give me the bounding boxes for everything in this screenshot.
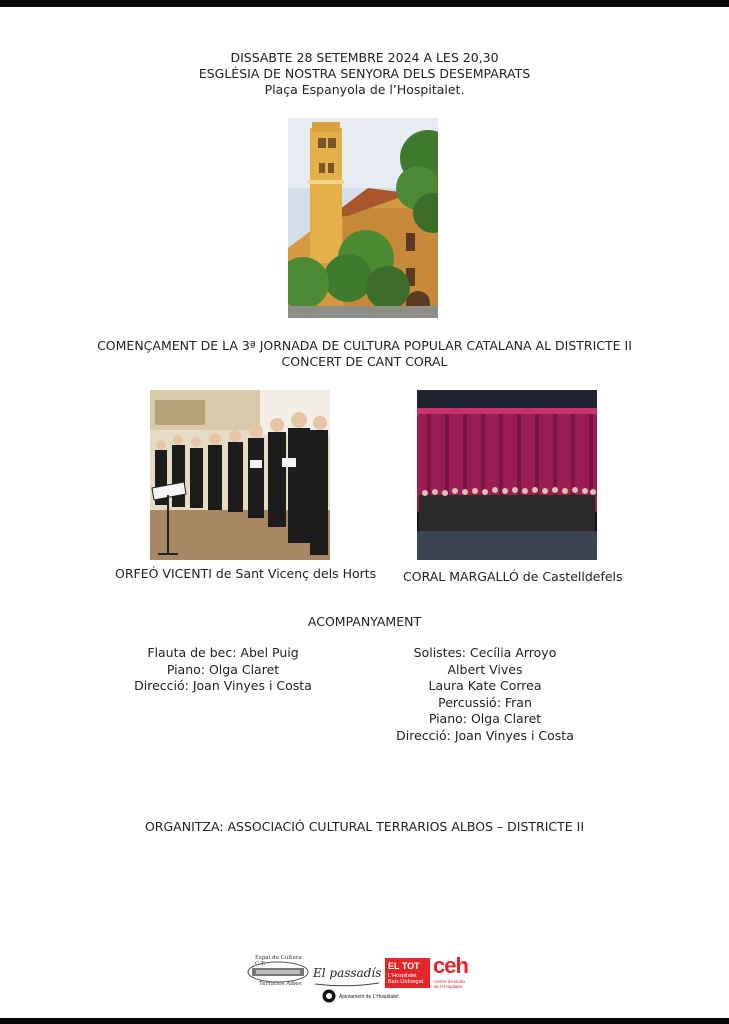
- concert-title: CONCERT DE CANT CORAL: [281, 354, 448, 369]
- right-credit: Piano: Olga Claret: [428, 711, 542, 726]
- orfeo-vicenti-caption: ORFEÓ VICENTI de Sant Vicenç dels Horts: [115, 566, 377, 581]
- espai-cultura-logo: Espai de Cultura C.T. Terrarios Albos: [246, 955, 310, 989]
- event-place: Plaça Espanyola de l’Hospitalet.: [264, 82, 465, 97]
- jornada-title: COMENÇAMENT DE LA 3ª JORNADA DE CULTURA POPULAR CATALANA AL DISTRICTE II: [97, 338, 632, 353]
- top-border: [0, 0, 729, 7]
- left-credit: Piano: Olga Claret: [166, 661, 280, 677]
- right-credit: Albert Vives: [447, 661, 523, 677]
- coral-margallo-caption: CORAL MARGALLÓ de Castelldefels: [403, 569, 623, 584]
- right-credit: Solistes: Cecília Arroyo: [413, 645, 557, 660]
- ceh-logo: ceh centre d'estudis de l'Hospitalet: [433, 953, 468, 989]
- accompaniment-heading: ACOMPANYAMENT: [307, 614, 422, 629]
- coral-margallo-photo: [417, 390, 597, 560]
- left-credit: Direcció: Joan Vinyes i Costa: [134, 678, 312, 693]
- church-photo: [288, 118, 438, 318]
- accompaniment-right-list: [380, 645, 590, 744]
- ajuntament-logo: Ajuntament de L'Hospitalet: [322, 989, 402, 1005]
- el-tot-logo: EL TOT L'Hospitalet Baix Llobregat: [385, 958, 430, 988]
- event-date: DISSABTE 28 SETEMBRE 2024 A LES 20,30: [230, 50, 499, 65]
- el-passadis-logo: El passadís: [313, 966, 383, 986]
- right-credit: Direcció: Joan Vinyes i Costa: [396, 727, 574, 743]
- left-credit: Flauta de bec: Abel Puig: [147, 645, 299, 660]
- organizer-line: ORGANITZA: ASSOCIACIÓ CULTURAL TERRARIOS ALBOS – DISTRICTE II: [144, 819, 585, 834]
- event-venue: ESGLÉSIA DE NOSTRA SENYORA DELS DESEMPARATS: [198, 66, 531, 81]
- orfeo-vicenti-photo: [150, 390, 330, 560]
- ajuntament-seal-icon: [322, 989, 336, 1003]
- accompaniment-left-list: [118, 645, 328, 695]
- bottom-border: [0, 1018, 729, 1024]
- right-credit: Percussió: Fran: [438, 694, 532, 710]
- right-credit: Laura Kate Correa: [428, 678, 542, 693]
